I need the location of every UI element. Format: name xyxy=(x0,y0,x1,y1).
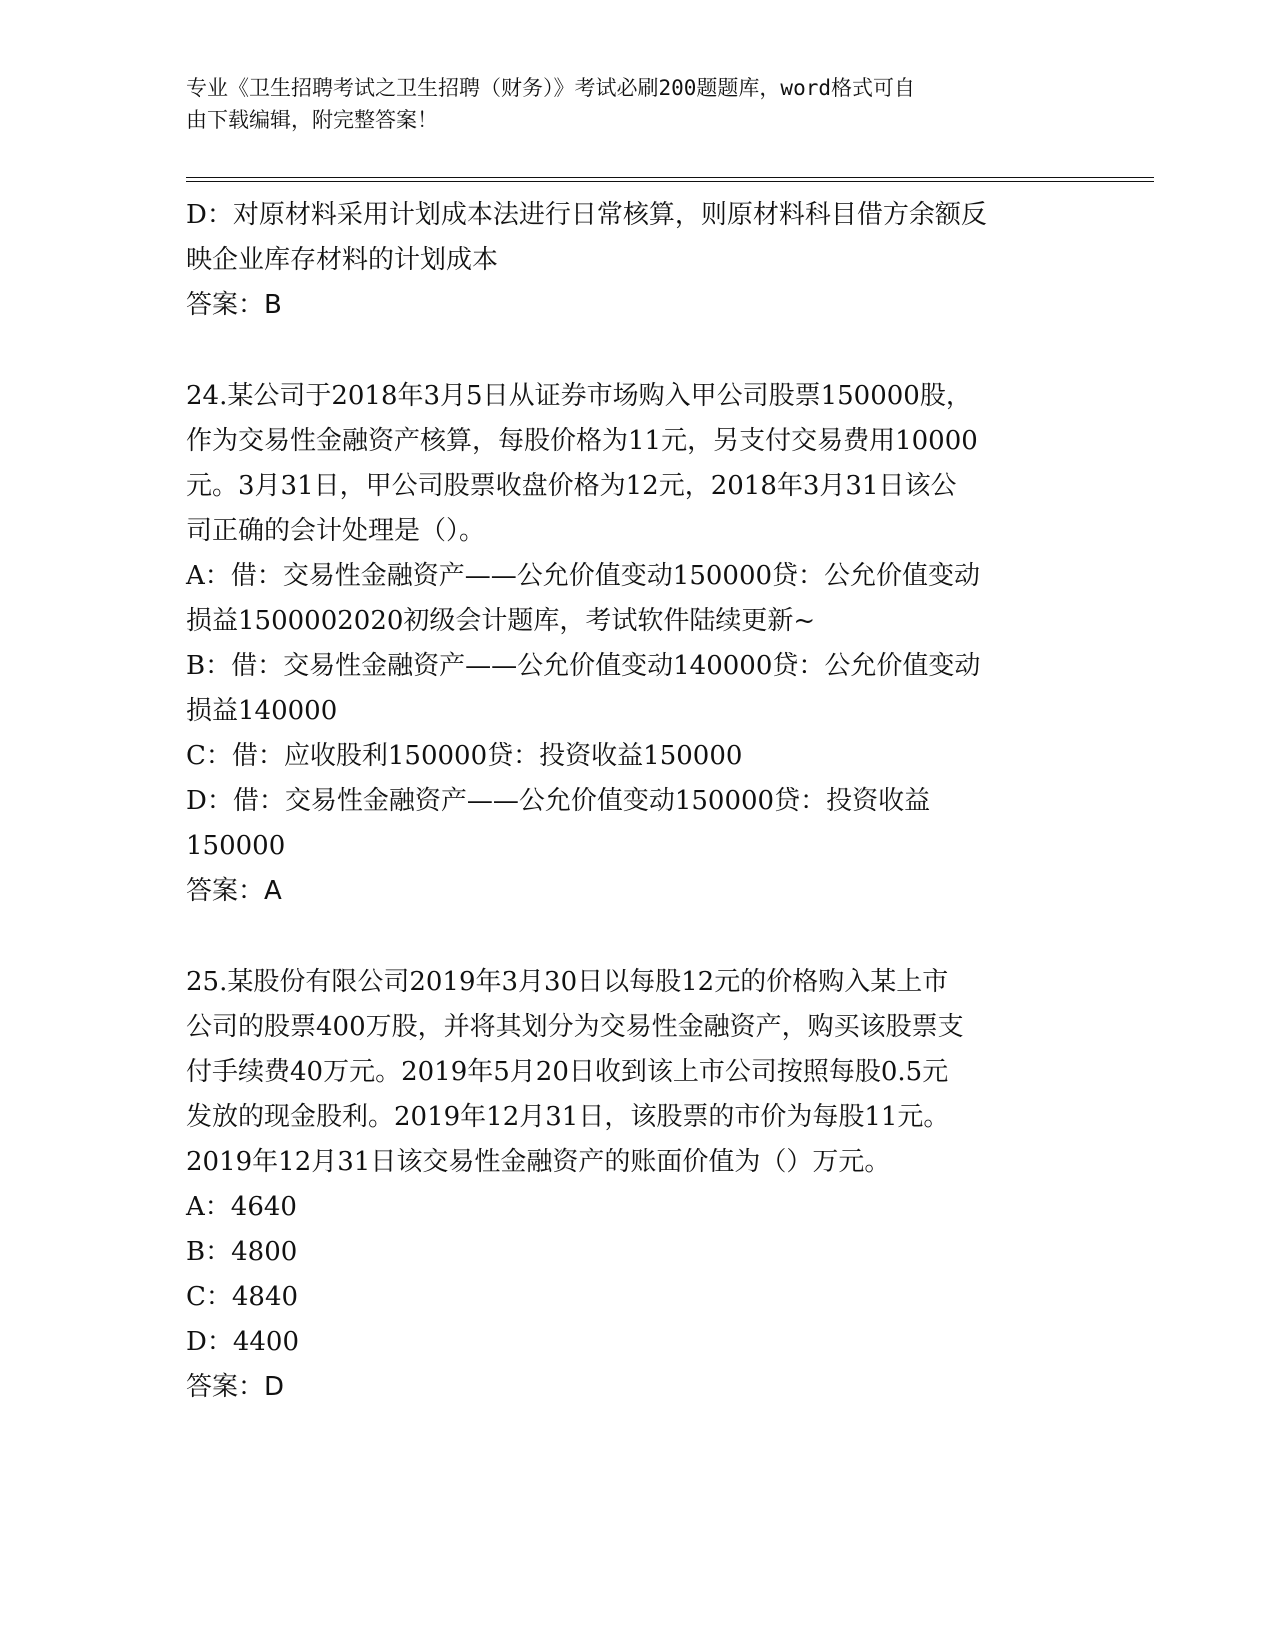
spacer xyxy=(186,328,1066,374)
answer-text: 答案：A xyxy=(186,876,282,906)
question-stem: 公司的股票400万股，并将其划分为交易性金融资产，购买该股票支 xyxy=(186,1012,964,1042)
question-stem: 元。3月31日，甲公司股票收盘价格为12元，2018年3月31日该公 xyxy=(186,471,957,501)
document-body xyxy=(186,193,1066,1410)
spacer xyxy=(186,914,1066,960)
document-header xyxy=(186,72,1066,136)
header-divider xyxy=(186,177,1154,182)
option-c-text: C：借：应收股利150000贷：投资收益150000 xyxy=(186,741,743,771)
option-d-text: D：借：交易性金融资产——公允价值变动150000贷：投资收益 xyxy=(186,786,931,816)
option-b-text: B：借：交易性金融资产——公允价值变动140000贷：公允价值变动 xyxy=(186,651,981,681)
option-a-text: 损益1500002020初级会计题库，考试软件陆续更新~ xyxy=(186,606,816,636)
question-25 xyxy=(186,960,1066,1410)
question-stem: 付手续费40万元。2019年5月20日收到该上市公司按照每股0.5元 xyxy=(186,1057,949,1087)
option-c-text: C：4840 xyxy=(186,1282,299,1312)
option-d-text: D：对原材料采用计划成本法进行日常核算，则原材料科目借方余额反 xyxy=(186,200,987,230)
header-line: 由下载编辑，附完整答案！ xyxy=(186,108,438,132)
question-23-tail xyxy=(186,193,1066,328)
question-stem: 司正确的会计处理是（）。 xyxy=(186,516,486,546)
option-b-text: B：4800 xyxy=(186,1237,298,1267)
option-d-text: 150000 xyxy=(186,831,286,861)
option-d-text: D：4400 xyxy=(186,1327,300,1357)
answer-text: 答案：B xyxy=(186,290,282,320)
question-stem: 24.某公司于2018年3月5日从证券市场购入甲公司股票150000股， xyxy=(186,381,972,411)
question-24 xyxy=(186,374,1066,914)
header-line: 专业《卫生招聘考试之卫生招聘（财务）》考试必刷200题题库，word格式可自 xyxy=(186,76,915,100)
option-a-text: A：4640 xyxy=(186,1192,297,1222)
answer-text: 答案：D xyxy=(186,1372,285,1402)
option-a-text: A：借：交易性金融资产——公允价值变动150000贷：公允价值变动 xyxy=(186,561,981,591)
option-b-text: 损益140000 xyxy=(186,696,338,726)
option-d-text: 映企业库存材料的计划成本 xyxy=(186,245,499,275)
question-stem: 2019年12月31日该交易性金融资产的账面价值为（）万元。 xyxy=(186,1147,891,1177)
question-stem: 发放的现金股利。2019年12月31日，该股票的市价为每股11元。 xyxy=(186,1102,950,1132)
question-stem: 25.某股份有限公司2019年3月30日以每股12元的价格购入某上市 xyxy=(186,967,949,997)
question-stem: 作为交易性金融资产核算，每股价格为11元，另支付交易费用10000 xyxy=(186,426,978,456)
